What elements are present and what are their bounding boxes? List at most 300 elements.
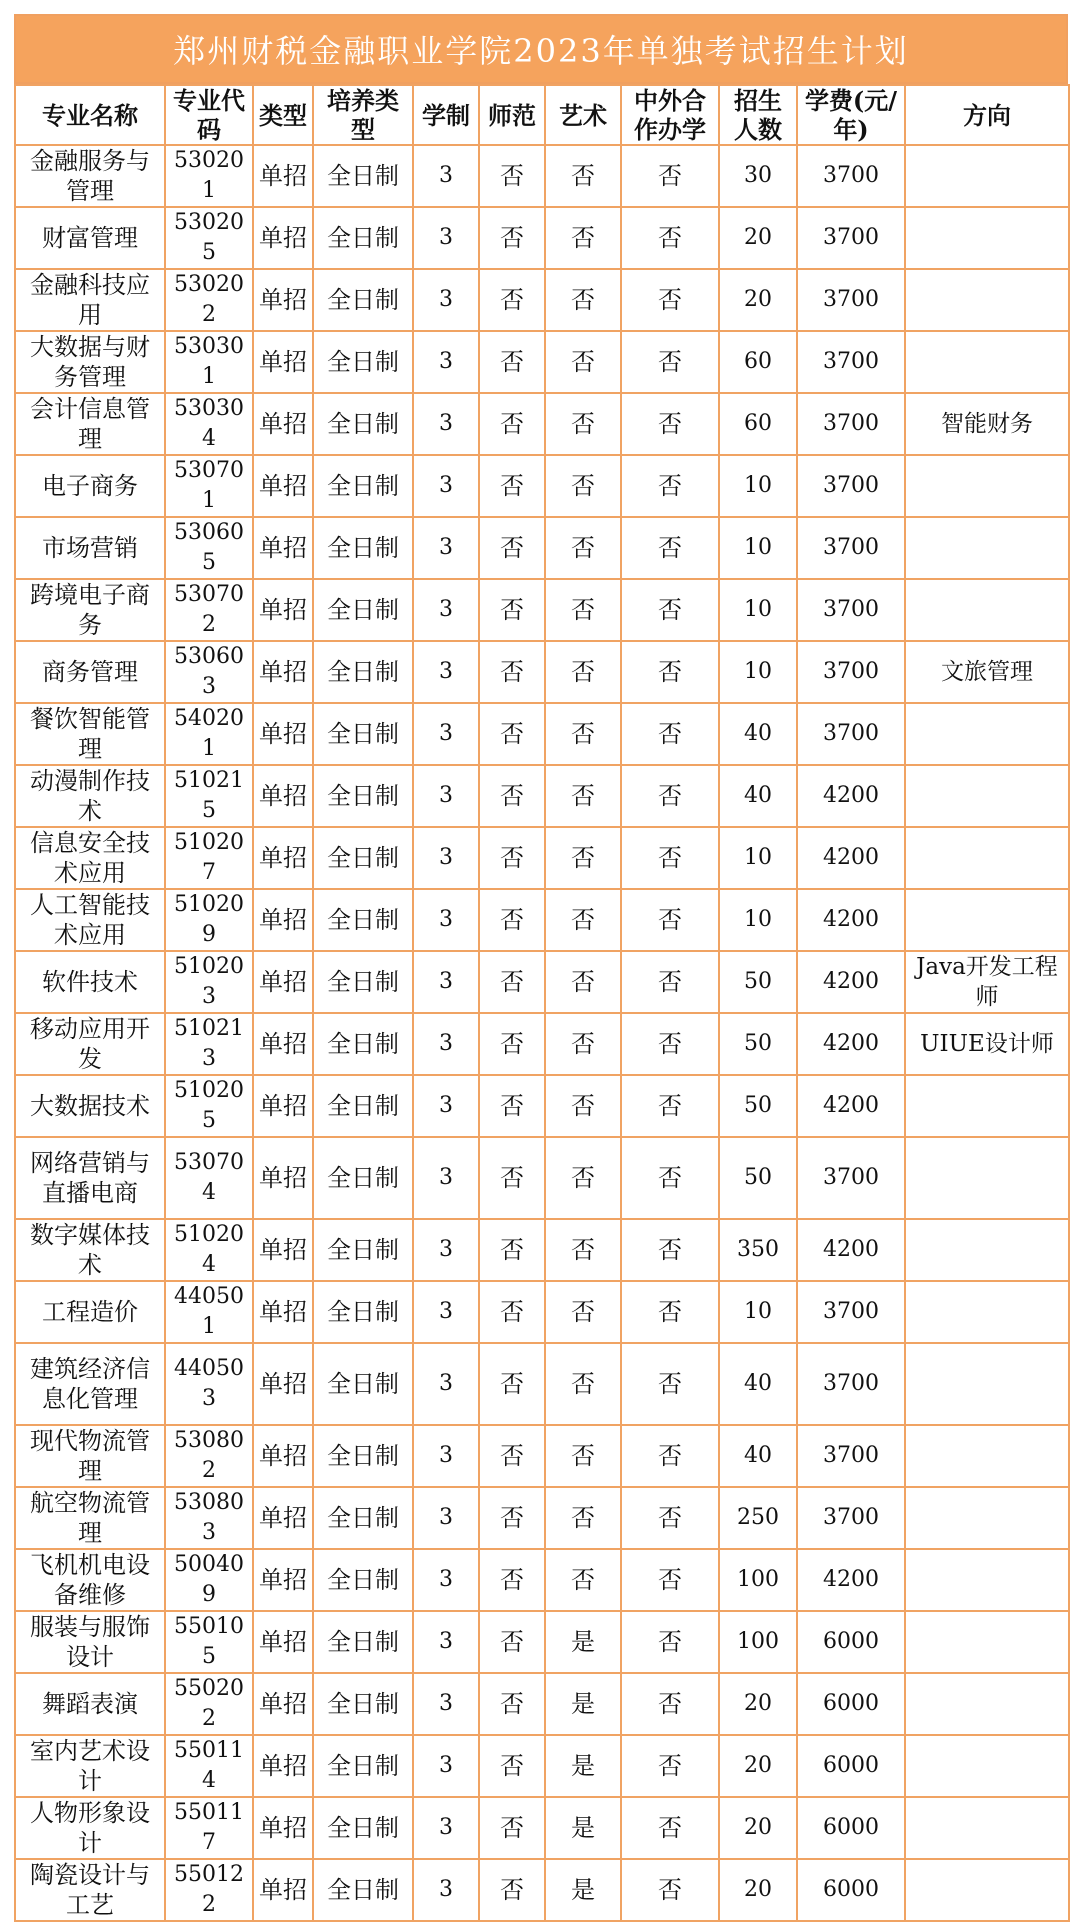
table-row — [15, 145, 1069, 207]
major-code-cell: 510207 — [165, 827, 253, 889]
major-name-cell: 现代物流管理 — [15, 1425, 165, 1487]
count-cell: 20 — [719, 269, 797, 331]
art-cell: 否 — [545, 269, 621, 331]
count-cell: 100 — [719, 1611, 797, 1673]
art-cell: 否 — [545, 1343, 621, 1425]
header-art: 艺术 — [545, 85, 621, 145]
major-code-cell: 510209 — [165, 889, 253, 951]
art-cell: 否 — [545, 1075, 621, 1137]
art-cell: 否 — [545, 455, 621, 517]
normal-cell: 否 — [479, 517, 545, 579]
joint-cell: 否 — [621, 455, 719, 517]
direction-cell — [905, 269, 1069, 331]
years-cell: 3 — [413, 331, 479, 393]
direction-cell — [905, 579, 1069, 641]
major-name-cell: 电子商务 — [15, 455, 165, 517]
table-row — [15, 1735, 1069, 1797]
direction-cell: 智能财务 — [905, 393, 1069, 455]
joint-cell: 否 — [621, 1797, 719, 1859]
direction-cell — [905, 703, 1069, 765]
art-cell: 否 — [545, 1013, 621, 1075]
fee-cell: 6000 — [797, 1735, 905, 1797]
years-cell: 3 — [413, 641, 479, 703]
joint-cell: 否 — [621, 641, 719, 703]
table-row — [15, 579, 1069, 641]
type-cell: 单招 — [253, 951, 313, 1013]
major-code-cell: 440503 — [165, 1343, 253, 1425]
mode-cell: 全日制 — [313, 331, 413, 393]
years-cell: 3 — [413, 145, 479, 207]
major-name-cell: 市场营销 — [15, 517, 165, 579]
major-name-cell: 陶瓷设计与工艺 — [15, 1859, 165, 1921]
years-cell: 3 — [413, 1673, 479, 1735]
years-cell: 3 — [413, 1013, 479, 1075]
normal-cell: 否 — [479, 951, 545, 1013]
art-cell: 否 — [545, 207, 621, 269]
years-cell: 3 — [413, 1487, 479, 1549]
mode-cell: 全日制 — [313, 579, 413, 641]
normal-cell: 否 — [479, 579, 545, 641]
major-code-cell: 500409 — [165, 1549, 253, 1611]
table-row — [15, 1281, 1069, 1343]
direction-cell — [905, 1343, 1069, 1425]
joint-cell: 否 — [621, 579, 719, 641]
table-row — [15, 517, 1069, 579]
mode-cell: 全日制 — [313, 951, 413, 1013]
major-name-cell: 人工智能技术应用 — [15, 889, 165, 951]
years-cell: 3 — [413, 1219, 479, 1281]
major-name-cell: 飞机机电设备维修 — [15, 1549, 165, 1611]
mode-cell: 全日制 — [313, 393, 413, 455]
years-cell: 3 — [413, 1137, 479, 1219]
type-cell: 单招 — [253, 145, 313, 207]
count-cell: 20 — [719, 1735, 797, 1797]
type-cell: 单招 — [253, 331, 313, 393]
joint-cell: 否 — [621, 1611, 719, 1673]
mode-cell: 全日制 — [313, 703, 413, 765]
major-name-cell: 商务管理 — [15, 641, 165, 703]
count-cell: 40 — [719, 1425, 797, 1487]
table-row — [15, 331, 1069, 393]
direction-cell — [905, 1859, 1069, 1921]
mode-cell: 全日制 — [313, 1013, 413, 1075]
joint-cell: 否 — [621, 827, 719, 889]
joint-cell: 否 — [621, 1673, 719, 1735]
art-cell: 是 — [545, 1673, 621, 1735]
table-row — [15, 1611, 1069, 1673]
major-code-cell: 550105 — [165, 1611, 253, 1673]
major-name-cell: 金融科技应用 — [15, 269, 165, 331]
years-cell: 3 — [413, 455, 479, 517]
table-row — [15, 889, 1069, 951]
table-row — [15, 703, 1069, 765]
major-name-cell: 网络营销与直播电商 — [15, 1137, 165, 1219]
direction-cell — [905, 1487, 1069, 1549]
header-type: 类型 — [253, 85, 313, 145]
direction-cell — [905, 207, 1069, 269]
major-code-cell: 510204 — [165, 1219, 253, 1281]
art-cell: 否 — [545, 517, 621, 579]
count-cell: 10 — [719, 455, 797, 517]
years-cell: 3 — [413, 207, 479, 269]
joint-cell: 否 — [621, 1137, 719, 1219]
fee-cell: 3700 — [797, 641, 905, 703]
fee-cell: 4200 — [797, 1219, 905, 1281]
direction-cell: 文旅管理 — [905, 641, 1069, 703]
major-code-cell: 530802 — [165, 1425, 253, 1487]
table-row — [15, 1425, 1069, 1487]
count-cell: 30 — [719, 145, 797, 207]
art-cell: 否 — [545, 579, 621, 641]
direction-cell — [905, 1549, 1069, 1611]
count-cell: 40 — [719, 703, 797, 765]
mode-cell: 全日制 — [313, 1425, 413, 1487]
art-cell: 否 — [545, 1281, 621, 1343]
normal-cell: 否 — [479, 1673, 545, 1735]
fee-cell: 6000 — [797, 1611, 905, 1673]
joint-cell: 否 — [621, 703, 719, 765]
art-cell: 否 — [545, 827, 621, 889]
table-row — [15, 1075, 1069, 1137]
normal-cell: 否 — [479, 1425, 545, 1487]
joint-cell: 否 — [621, 1859, 719, 1921]
type-cell: 单招 — [253, 1281, 313, 1343]
fee-cell: 3700 — [797, 269, 905, 331]
normal-cell: 否 — [479, 765, 545, 827]
mode-cell: 全日制 — [313, 765, 413, 827]
mode-cell: 全日制 — [313, 145, 413, 207]
fee-cell: 3700 — [797, 517, 905, 579]
mode-cell: 全日制 — [313, 1075, 413, 1137]
normal-cell: 否 — [479, 145, 545, 207]
table-row — [15, 1673, 1069, 1735]
normal-cell: 否 — [479, 1797, 545, 1859]
table-row — [15, 1797, 1069, 1859]
major-name-cell: 会计信息管理 — [15, 393, 165, 455]
normal-cell: 否 — [479, 889, 545, 951]
type-cell: 单招 — [253, 703, 313, 765]
art-cell: 否 — [545, 765, 621, 827]
count-cell: 50 — [719, 1075, 797, 1137]
major-name-cell: 大数据与财务管理 — [15, 331, 165, 393]
fee-cell: 3700 — [797, 1487, 905, 1549]
count-cell: 10 — [719, 641, 797, 703]
normal-cell: 否 — [479, 1281, 545, 1343]
direction-cell — [905, 1673, 1069, 1735]
direction-cell — [905, 1137, 1069, 1219]
type-cell: 单招 — [253, 1219, 313, 1281]
type-cell: 单招 — [253, 1137, 313, 1219]
type-cell: 单招 — [253, 269, 313, 331]
years-cell: 3 — [413, 1281, 479, 1343]
mode-cell: 全日制 — [313, 269, 413, 331]
joint-cell: 否 — [621, 1425, 719, 1487]
art-cell: 否 — [545, 1487, 621, 1549]
direction-cell — [905, 331, 1069, 393]
years-cell: 3 — [413, 393, 479, 455]
direction-cell — [905, 1425, 1069, 1487]
major-name-cell: 航空物流管理 — [15, 1487, 165, 1549]
direction-cell — [905, 1075, 1069, 1137]
joint-cell: 否 — [621, 1281, 719, 1343]
type-cell: 单招 — [253, 1859, 313, 1921]
fee-cell: 4200 — [797, 951, 905, 1013]
joint-cell: 否 — [621, 1343, 719, 1425]
years-cell: 3 — [413, 1343, 479, 1425]
count-cell: 10 — [719, 517, 797, 579]
page-title: 郑州财税金融职业学院2023年单独考试招生计划 — [14, 14, 1068, 84]
count-cell: 350 — [719, 1219, 797, 1281]
major-name-cell: 金融服务与管理 — [15, 145, 165, 207]
normal-cell: 否 — [479, 207, 545, 269]
header-code: 专业代码 — [165, 85, 253, 145]
count-cell: 50 — [719, 1137, 797, 1219]
header-fee: 学费(元/年) — [797, 85, 905, 145]
normal-cell: 否 — [479, 1487, 545, 1549]
major-code-cell: 530205 — [165, 207, 253, 269]
normal-cell: 否 — [479, 269, 545, 331]
admission-plan-sheet — [14, 14, 1068, 1922]
fee-cell: 4200 — [797, 1075, 905, 1137]
major-name-cell: 人物形象设计 — [15, 1797, 165, 1859]
type-cell: 单招 — [253, 1425, 313, 1487]
fee-cell: 4200 — [797, 765, 905, 827]
count-cell: 60 — [719, 331, 797, 393]
count-cell: 10 — [719, 889, 797, 951]
major-code-cell: 510205 — [165, 1075, 253, 1137]
normal-cell: 否 — [479, 455, 545, 517]
art-cell: 否 — [545, 889, 621, 951]
normal-cell: 否 — [479, 1343, 545, 1425]
fee-cell: 3700 — [797, 207, 905, 269]
type-cell: 单招 — [253, 1075, 313, 1137]
direction-cell: UIUE设计师 — [905, 1013, 1069, 1075]
table-row — [15, 1549, 1069, 1611]
header-direction: 方向 — [905, 85, 1069, 145]
count-cell: 20 — [719, 1859, 797, 1921]
major-name-cell: 动漫制作技术 — [15, 765, 165, 827]
normal-cell: 否 — [479, 641, 545, 703]
major-name-cell: 软件技术 — [15, 951, 165, 1013]
fee-cell: 6000 — [797, 1859, 905, 1921]
joint-cell: 否 — [621, 1013, 719, 1075]
fee-cell: 3700 — [797, 703, 905, 765]
type-cell: 单招 — [253, 889, 313, 951]
table-row — [15, 1137, 1069, 1219]
joint-cell: 否 — [621, 889, 719, 951]
years-cell: 3 — [413, 765, 479, 827]
direction-cell: Java开发工程师 — [905, 951, 1069, 1013]
joint-cell: 否 — [621, 1075, 719, 1137]
header-years: 学制 — [413, 85, 479, 145]
table-row — [15, 1859, 1069, 1921]
major-code-cell: 540201 — [165, 703, 253, 765]
years-cell: 3 — [413, 703, 479, 765]
normal-cell: 否 — [479, 1219, 545, 1281]
direction-cell — [905, 145, 1069, 207]
table-row — [15, 1343, 1069, 1425]
mode-cell: 全日制 — [313, 1673, 413, 1735]
joint-cell: 否 — [621, 517, 719, 579]
mode-cell: 全日制 — [313, 1735, 413, 1797]
type-cell: 单招 — [253, 1735, 313, 1797]
type-cell: 单招 — [253, 641, 313, 703]
type-cell: 单招 — [253, 827, 313, 889]
mode-cell: 全日制 — [313, 889, 413, 951]
table-row — [15, 951, 1069, 1013]
art-cell: 是 — [545, 1611, 621, 1673]
type-cell: 单招 — [253, 579, 313, 641]
joint-cell: 否 — [621, 1735, 719, 1797]
major-code-cell: 550122 — [165, 1859, 253, 1921]
type-cell: 单招 — [253, 1343, 313, 1425]
major-name-cell: 建筑经济信息化管理 — [15, 1343, 165, 1425]
table-row — [15, 207, 1069, 269]
fee-cell: 3700 — [797, 455, 905, 517]
art-cell: 是 — [545, 1859, 621, 1921]
count-cell: 40 — [719, 765, 797, 827]
normal-cell: 否 — [479, 703, 545, 765]
normal-cell: 否 — [479, 331, 545, 393]
count-cell: 10 — [719, 579, 797, 641]
table-row — [15, 1219, 1069, 1281]
table-row — [15, 393, 1069, 455]
joint-cell: 否 — [621, 765, 719, 827]
count-cell: 20 — [719, 1673, 797, 1735]
fee-cell: 4200 — [797, 889, 905, 951]
years-cell: 3 — [413, 1549, 479, 1611]
table-row — [15, 641, 1069, 703]
type-cell: 单招 — [253, 517, 313, 579]
major-name-cell: 室内艺术设计 — [15, 1735, 165, 1797]
mode-cell: 全日制 — [313, 1137, 413, 1219]
type-cell: 单招 — [253, 1549, 313, 1611]
count-cell: 250 — [719, 1487, 797, 1549]
major-code-cell: 550114 — [165, 1735, 253, 1797]
normal-cell: 否 — [479, 1549, 545, 1611]
fee-cell: 3700 — [797, 145, 905, 207]
fee-cell: 4200 — [797, 1013, 905, 1075]
header-joint: 中外合作办学 — [621, 85, 719, 145]
major-name-cell: 数字媒体技术 — [15, 1219, 165, 1281]
direction-cell — [905, 889, 1069, 951]
major-name-cell: 服装与服饰设计 — [15, 1611, 165, 1673]
direction-cell — [905, 827, 1069, 889]
years-cell: 3 — [413, 889, 479, 951]
major-code-cell: 530803 — [165, 1487, 253, 1549]
years-cell: 3 — [413, 1075, 479, 1137]
major-name-cell: 大数据技术 — [15, 1075, 165, 1137]
count-cell: 10 — [719, 1281, 797, 1343]
major-code-cell: 530701 — [165, 455, 253, 517]
years-cell: 3 — [413, 827, 479, 889]
joint-cell: 否 — [621, 1549, 719, 1611]
fee-cell: 3700 — [797, 579, 905, 641]
major-name-cell: 信息安全技术应用 — [15, 827, 165, 889]
mode-cell: 全日制 — [313, 1487, 413, 1549]
count-cell: 60 — [719, 393, 797, 455]
direction-cell — [905, 765, 1069, 827]
type-cell: 单招 — [253, 1611, 313, 1673]
fee-cell: 3700 — [797, 1343, 905, 1425]
major-code-cell: 530605 — [165, 517, 253, 579]
type-cell: 单招 — [253, 1013, 313, 1075]
joint-cell: 否 — [621, 1487, 719, 1549]
type-cell: 单招 — [253, 393, 313, 455]
joint-cell: 否 — [621, 269, 719, 331]
art-cell: 否 — [545, 393, 621, 455]
years-cell: 3 — [413, 517, 479, 579]
table-row — [15, 1013, 1069, 1075]
major-name-cell: 移动应用开发 — [15, 1013, 165, 1075]
joint-cell: 否 — [621, 393, 719, 455]
art-cell: 否 — [545, 1219, 621, 1281]
table-body — [15, 145, 1069, 1921]
art-cell: 否 — [545, 1425, 621, 1487]
joint-cell: 否 — [621, 331, 719, 393]
count-cell: 20 — [719, 1797, 797, 1859]
fee-cell: 3700 — [797, 393, 905, 455]
header-mode: 培养类型 — [313, 85, 413, 145]
type-cell: 单招 — [253, 765, 313, 827]
fee-cell: 6000 — [797, 1673, 905, 1735]
direction-cell — [905, 455, 1069, 517]
art-cell: 否 — [545, 951, 621, 1013]
years-cell: 3 — [413, 579, 479, 641]
fee-cell: 3700 — [797, 1137, 905, 1219]
normal-cell: 否 — [479, 1735, 545, 1797]
normal-cell: 否 — [479, 1013, 545, 1075]
joint-cell: 否 — [621, 951, 719, 1013]
art-cell: 否 — [545, 1549, 621, 1611]
direction-cell — [905, 1219, 1069, 1281]
years-cell: 3 — [413, 951, 479, 1013]
count-cell: 20 — [719, 207, 797, 269]
table-row — [15, 765, 1069, 827]
years-cell: 3 — [413, 269, 479, 331]
joint-cell: 否 — [621, 207, 719, 269]
art-cell: 否 — [545, 703, 621, 765]
fee-cell: 3700 — [797, 1425, 905, 1487]
mode-cell: 全日制 — [313, 1343, 413, 1425]
art-cell: 是 — [545, 1797, 621, 1859]
direction-cell — [905, 1611, 1069, 1673]
type-cell: 单招 — [253, 1487, 313, 1549]
direction-cell — [905, 1797, 1069, 1859]
mode-cell: 全日制 — [313, 1611, 413, 1673]
major-code-cell: 530702 — [165, 579, 253, 641]
mode-cell: 全日制 — [313, 517, 413, 579]
major-code-cell: 530304 — [165, 393, 253, 455]
years-cell: 3 — [413, 1425, 479, 1487]
major-code-cell: 530704 — [165, 1137, 253, 1219]
mode-cell: 全日制 — [313, 1859, 413, 1921]
normal-cell: 否 — [479, 1611, 545, 1673]
type-cell: 单招 — [253, 1797, 313, 1859]
table-row — [15, 269, 1069, 331]
joint-cell: 否 — [621, 145, 719, 207]
normal-cell: 否 — [479, 1075, 545, 1137]
mode-cell: 全日制 — [313, 1219, 413, 1281]
count-cell: 40 — [719, 1343, 797, 1425]
major-code-cell: 510203 — [165, 951, 253, 1013]
mode-cell: 全日制 — [313, 207, 413, 269]
count-cell: 50 — [719, 951, 797, 1013]
fee-cell: 4200 — [797, 827, 905, 889]
direction-cell — [905, 517, 1069, 579]
major-name-cell: 舞蹈表演 — [15, 1673, 165, 1735]
table-row — [15, 1487, 1069, 1549]
